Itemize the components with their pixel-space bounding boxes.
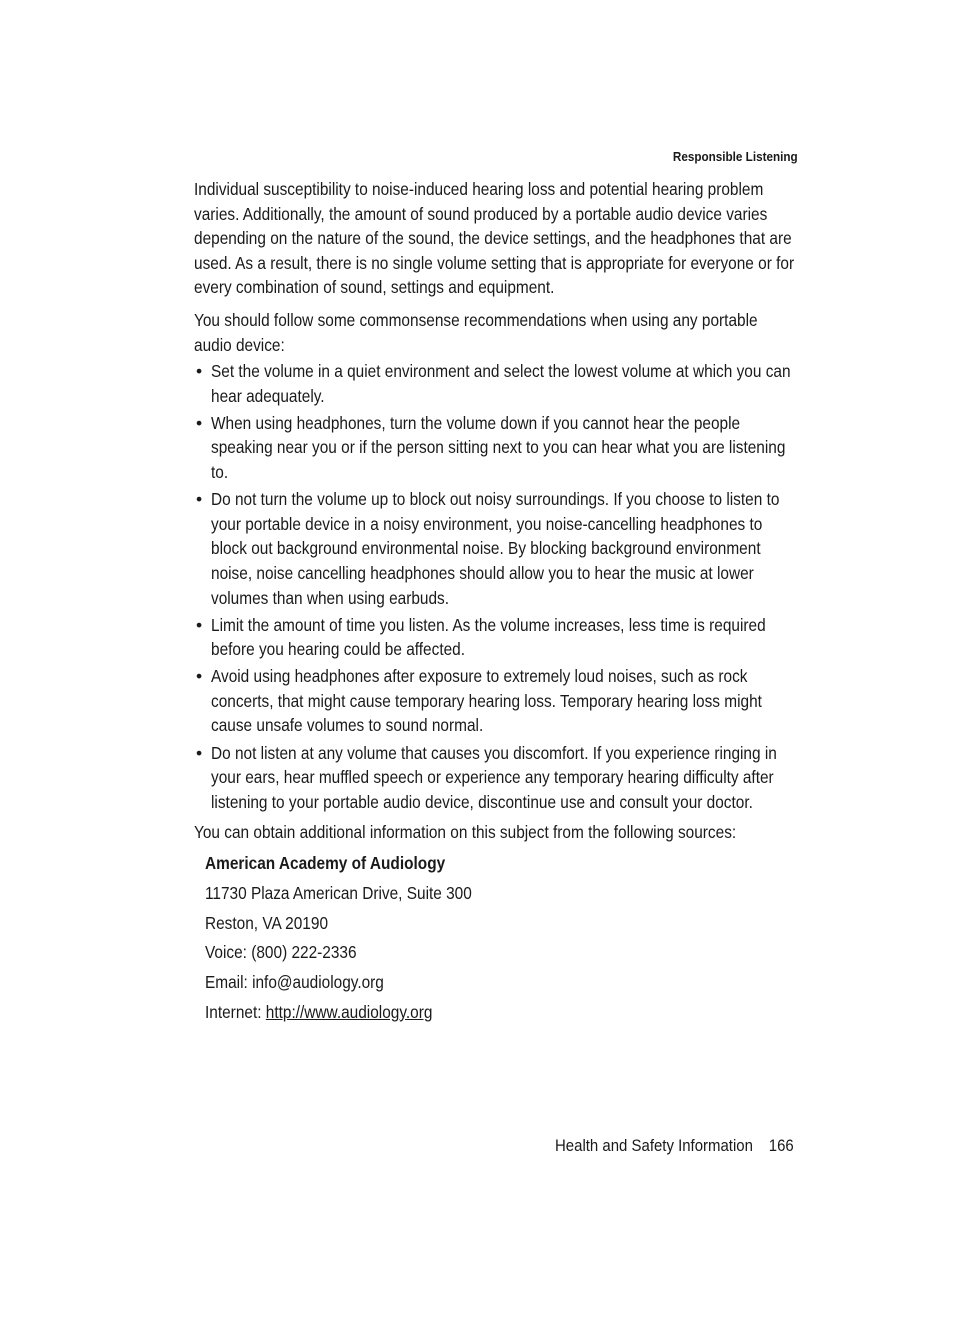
intro-paragraph-2: You should follow some commonsense recommendations when using any portable audio device: [194,309,758,355]
list-item-text: Do not listen at any volume that causes you discomfort. If you experience ringing in your ears, hear muffled speech or experience any temporary hearing difficulty after listening to your portable audio device, discontinue use and consult your doctor. [211,742,777,812]
list-item-text: When using headphones, turn the volume down if you cannot hear the people speaking near you or if the person sitting next to you can hear what you are listening to. [211,412,786,483]
bullet-icon: • [196,489,203,510]
internet-link[interactable]: http://www.audiology.org [265,1001,433,1022]
list-item [194,741,798,815]
list-item-text: Avoid using headphones after exposure to extremely loud noises, such as rock concerts, that might cause temporary hearing loss. Temporary hearing loss might cause unsafe volumes to sound normal. [211,666,762,736]
list-item-text: Do not turn the volume up to block out noisy surroundings. If you choose to listen to your portable device in a noisy environment, you noise-cancelling headphones to block out background environmental noise. By blocking background environment noise, noise cancelling headphones should allow you to hear the music at lower volumes than when using earbuds. [211,489,780,608]
bullet-icon: • [196,742,203,763]
section-header: Responsible Listening [673,149,798,164]
voice-label: Voice: [205,942,252,963]
voice-value: (800) 222-2336 [251,942,357,963]
source-contact-block [205,849,798,1028]
source-email [205,968,727,998]
source-voice [205,938,727,968]
list-item [194,664,798,738]
list-item-text: Set the volume in a quiet environment and select the lowest volume at which you can hear adequately. [211,361,791,406]
list-item [194,613,798,662]
sources-intro: You can obtain additional information on this subject from the following sources: [194,822,737,843]
list-item [194,359,798,408]
footer-chapter: Health and Safety Information [555,1136,753,1155]
recommendations-list [194,359,798,814]
bullet-icon: • [196,361,203,382]
source-address: 11730 Plaza American Drive, Suite 300 [205,882,472,903]
source-internet [205,998,727,1028]
source-city: Reston, VA 20190 [205,912,329,933]
bullet-icon: • [196,614,203,635]
list-item [194,411,798,485]
source-name: American Academy of Audiology [205,852,446,873]
email-value: info@audiology.org [252,972,384,993]
page-footer [555,1136,794,1156]
intro-paragraph-1: Individual susceptibility to noise-induced hearing loss and potential hearing problem varies. Additionally, the amount of sound produced by a portable audio device varies depending on the nature of the sound, the device settings, and the headphones that are used. As a result, there is no single volume setting that is appropriate for everyone or for every combination of sound, settings and equipment. [194,179,795,298]
bullet-icon: • [196,412,203,433]
list-item [194,487,798,610]
list-item-text: Limit the amount of time you listen. As the volume increases, less time is required before you hearing could be affected. [211,614,766,660]
email-label: Email: [205,972,253,993]
internet-label: Internet: [205,1001,266,1022]
page-number: 166 [768,1136,794,1155]
bullet-icon: • [196,666,203,687]
page-content [194,177,798,1028]
